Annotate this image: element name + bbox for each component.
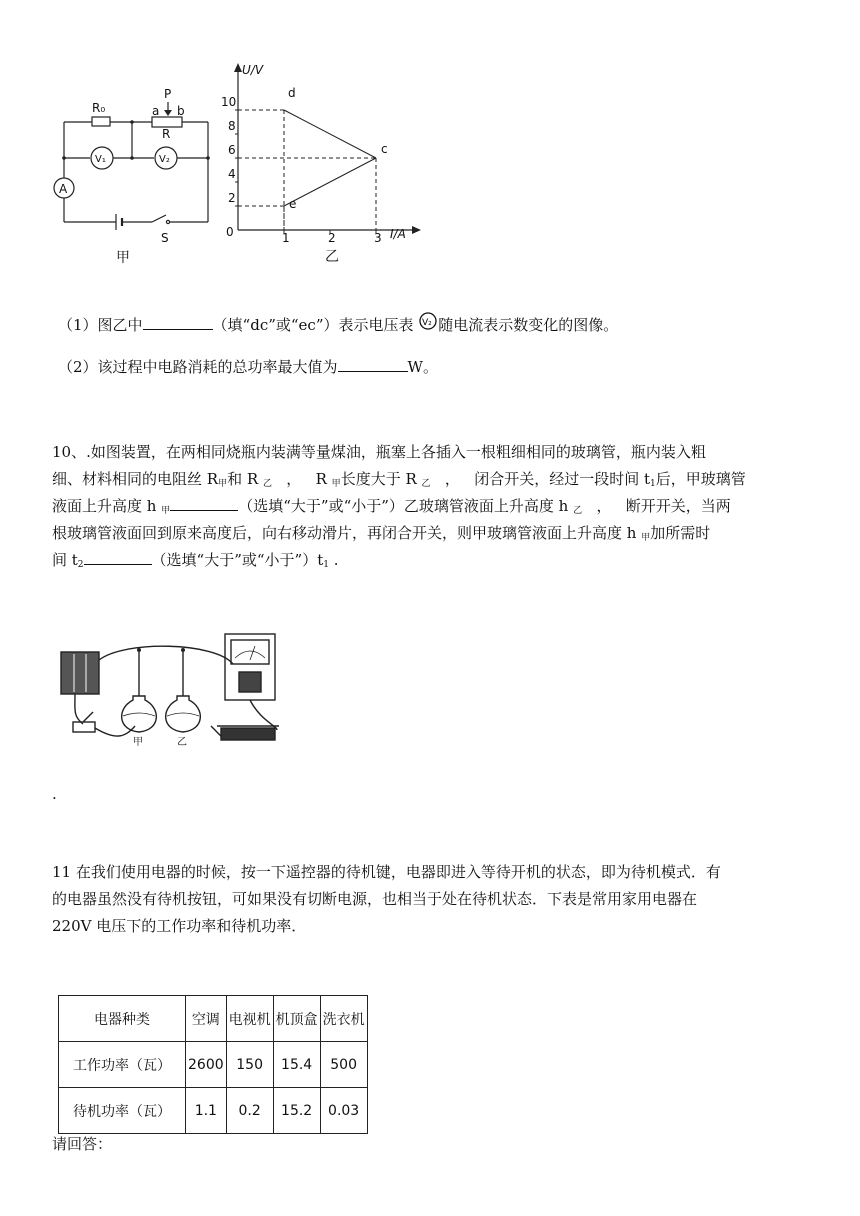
- svg-text:V₂: V₂: [422, 318, 433, 328]
- table-header-cell: 电视机: [226, 996, 273, 1042]
- b-label: b: [177, 104, 185, 118]
- r0-label: R₀: [92, 101, 106, 115]
- answer-blank[interactable]: [84, 550, 152, 565]
- rheostat: [152, 117, 182, 127]
- a-label: a: [152, 104, 160, 118]
- table-cell: 待机功率（瓦）: [59, 1088, 186, 1134]
- table-cell: 15.4: [273, 1042, 320, 1088]
- q10-line4: 根玻璃管液面回到原来高度后，向右移动滑片，再闭合开关，则甲玻璃管液面上升高度 h $_甲$加所需时: [52, 524, 711, 543]
- apparatus-figure: [55, 630, 285, 748]
- point-c-label: c: [381, 142, 388, 156]
- power-table: [58, 995, 368, 1134]
- p-label: P: [164, 87, 172, 101]
- r-label: R: [162, 127, 171, 141]
- table-cell: 工作功率（瓦）: [59, 1042, 186, 1088]
- table-row: [59, 1042, 368, 1088]
- answer-prompt: 请回答：: [52, 1135, 113, 1153]
- table-header-cell: 电器种类: [59, 996, 186, 1042]
- x-tick-label: 1: [282, 231, 290, 245]
- table-cell: 0.2: [226, 1088, 273, 1134]
- y-tick-label: 4: [228, 167, 236, 181]
- y-tick-label: 8: [228, 119, 236, 133]
- q11-line1: 11 在我们使用电器的时候，按一下遥控器的待机键，电器即进入等待开机的状态，即为待机模式．有: [52, 863, 721, 881]
- table-cell: 0.03: [320, 1088, 367, 1134]
- answer-blank[interactable]: [170, 496, 238, 511]
- v1-label: V₁: [95, 154, 106, 165]
- table-header-cell: 空调: [186, 996, 227, 1042]
- point-d-label: d: [288, 86, 296, 100]
- x-tick-label: 3: [374, 231, 382, 245]
- q10-line2: 细、材料相同的电阻丝 $R_甲$和 R $_乙$ ， R $_甲$长度大于 R $_乙$ ， 闭合开关，经过一段时间 $t_1$后，甲玻璃管: [52, 470, 746, 489]
- table-header-cell: 洗衣机: [320, 996, 367, 1042]
- ui-graph: [210, 60, 430, 270]
- y-tick-label: 6: [228, 143, 236, 157]
- answer-blank[interactable]: [338, 357, 408, 372]
- table-row: [59, 1088, 368, 1134]
- circuit-caption: 甲: [116, 250, 130, 266]
- series-line-dc: [284, 110, 376, 158]
- y-axis-label: U/V: [242, 63, 264, 77]
- q11-line2: 的电器虽然没有待机按钮，可如果没有切断电源，也相当于处在待机状态．下表是常用家用电器在: [52, 890, 698, 908]
- origin-label: 0: [226, 225, 234, 239]
- r0-resistor: [92, 117, 110, 126]
- v2-label: V₂: [159, 154, 170, 165]
- point-e-label: e: [289, 197, 297, 211]
- answer-blank[interactable]: [143, 315, 213, 330]
- q10-line3: 液面上升高度 h $_甲$ （选填“大于”或“小于”）乙玻璃管液面上升高度 h $_乙$ ， 断开开关，当两: [52, 497, 731, 516]
- circuit-diagram: [40, 78, 230, 268]
- stray-dot: .: [52, 785, 57, 803]
- table-cell: 15.2: [273, 1088, 320, 1134]
- q9-part1: （1）图乙中 （填“dc”或“ec”）表示电压表 V₂ 随电流表示数变化的图像。: [58, 312, 618, 335]
- table-cell: 150: [226, 1042, 273, 1088]
- v2-meter-icon: [418, 312, 438, 332]
- x-tick-label: 2: [328, 231, 336, 245]
- ammeter-label: A: [59, 182, 68, 196]
- table-cell: 1.1: [186, 1088, 227, 1134]
- table-header-cell: 机顶盒: [273, 996, 320, 1042]
- flask-yi-label: 乙: [177, 737, 187, 748]
- q11-line3: 220V 电压下的工作功率和待机功率．: [52, 917, 307, 935]
- series-line-ec: [284, 158, 376, 206]
- q10-line5: 间 $t_2$ （选填“大于”或“小于$”)t_1$ .: [52, 551, 339, 570]
- table-cell: 2600: [186, 1042, 227, 1088]
- flask-jia-label: 甲: [133, 737, 143, 748]
- graph-caption: 乙: [325, 249, 339, 265]
- y-tick-label: 10: [221, 95, 237, 109]
- table-header-row: [59, 996, 368, 1042]
- table-cell: 500: [320, 1042, 367, 1088]
- switch-label: S: [161, 231, 169, 245]
- q10-line1: 10、.如图装置，在两相同烧瓶内装满等量煤油，瓶塞上各插入一根粗细相同的玻璃管，瓶内装入粗: [52, 443, 706, 461]
- y-tick-label: 2: [228, 191, 236, 205]
- x-axis-label: I/A: [390, 227, 406, 241]
- q9-part2: （2）该过程中电路消耗的总功率最大值为 W。: [58, 358, 438, 376]
